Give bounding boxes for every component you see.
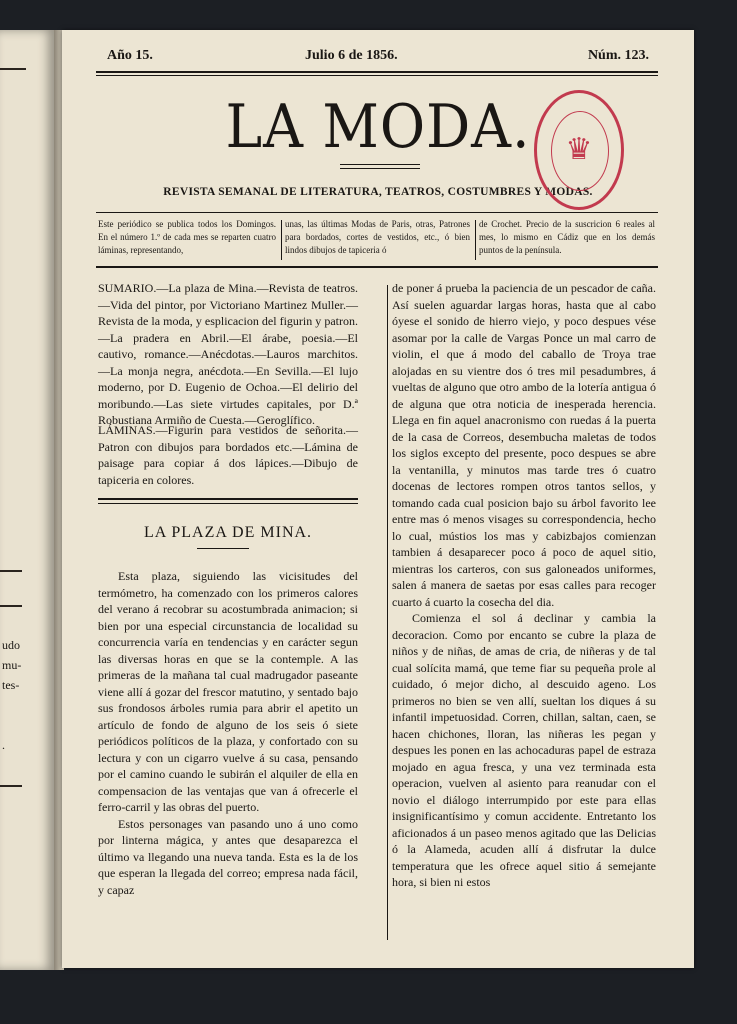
previous-page-edge [0, 30, 54, 970]
sumario [98, 280, 358, 429]
title-ornament [197, 548, 249, 549]
issue-number: Núm. 123. [587, 48, 649, 63]
laminas-text: LÁMINAS.—Figurin para vestidos de señorita.—Patron con dibujos para bordados etc.—Lámina de paisage para copiar á dos lápices.—Dibujo de tapiceria en colores. [98, 423, 358, 487]
masthead-ornament [340, 164, 420, 169]
section-divider [98, 498, 358, 504]
intro-bottom-rule [96, 266, 658, 268]
intro-text-2: unas, las últimas Modas de Paris, otras, Patrones para bordados, cortes de vestidos, etc., ó bien lindos dibujos de tapiceria ó [285, 219, 470, 255]
issue-year: Año 15. [107, 48, 153, 63]
intro-separator [281, 220, 282, 260]
prev-page-fragment: udo [2, 638, 20, 652]
laminas [98, 422, 358, 488]
library-stamp [534, 90, 624, 210]
paragraph: Esta plaza, siguiendo las vicisitudes del termómetro, ha comenzado con los primeros calores del verano á recobrar su acostumbrada animacion; si bien por una especial circunstancia de localidad su concurrencia varía en tendencias y en carácter segun las diversas horas en que se la contemple. A las primeras de la mañana tal cual madrugador paseante viene allí á gozar del frescor matutino, y sentado bajo sus frondosos árboles rumia para abrir el apetito un artículo de fondo de alguno de los seis ó siete periódicos políticos de la plaza, y confortado con su lectura y con un cigarro vuelve á su casa, pensando por el camino cuando le subirán el alquiler de ella en compensacion de las ventajas que van á ofrecerle el ferro-carril y las obras del puerto. [98, 569, 358, 814]
prev-page-rule [0, 570, 22, 572]
prev-page-fragment: mu- [2, 658, 22, 672]
left-column-body [98, 568, 358, 898]
intro-top-rule [96, 212, 658, 213]
masthead-title: LA MODA. [225, 92, 531, 162]
newspaper-page [62, 30, 694, 968]
paragraph: Comienza el sol á declinar y cambia la decoracion. Como por encanto se cubre la plaza de niños y de niñas, de amas de cria, de niñeras y de tal cual solícita mamá, que teme fiar su pequeña prole al cuidado, ó mejor dicho, al descuido ageno. Los primeros no bien se ven allí, sueltan los diques á su infantil impetuosidad. Corren, chillan, saltan, caen, se hacen chichones, lloran, las niñeras les pegan y despues les ponen en las achocaduras papel de estraza mojado en agua fresca, y una vez terminada esta operacion, vuelven al asiento para reanudar con el novio el diálogo interrumpido por este para ellas insignificantísimo y comun accidente. Entretanto los aficionados á un paseo menos agitado que las Delicias ó la Alameda, acuden allí á disfrutar la dulce temperatura que les ofrece aquel sitio á semejante hora, si bien ni estos [392, 611, 656, 889]
crest-icon: ♛ [565, 133, 593, 166]
issue-date: Julio 6 de 1856. [305, 48, 398, 63]
intro-separator [475, 220, 476, 260]
prev-page-rule [0, 68, 26, 70]
article-title: LA PLAZA DE MINA. [143, 524, 313, 541]
header-rule [96, 71, 658, 73]
prev-page-fragment: . [2, 738, 5, 752]
intro-text-3: de Crochet. Precio de la suscricion 6 reales al mes, lo mismo en Cádiz que en los demás puntos de la península. [479, 219, 655, 255]
column-divider [387, 285, 388, 940]
issue-header [107, 48, 649, 70]
prev-page-fragment: tes- [2, 678, 20, 692]
header-rule-thin [96, 75, 658, 76]
masthead-subtitle: REVISTA SEMANAL DE LITERATURA, TEATROS, COSTUMBRES Y MODAS. [163, 186, 593, 198]
right-column-body [392, 280, 656, 891]
sumario-text: SUMARIO.—La plaza de Mina.—Revista de teatros.—Vida del pintor, por Victoriano Martinez Muller.—Revista de la moda, y esplicacion del figurin y patron.—La pradera en Abril.—El árabe, poesia.—El cautivo, romance.—Anécdotas.—Lauros marchitos.—La monja negra, anécdota.—En Sevilla.—El lujo moderno, por D. Eugenio de Ochoa.—El delirio del moribundo.—Las siete virtudes capitales, por D.ª Robustiana Armiño de Cuesta.—Geroglífico. [98, 281, 358, 427]
prev-page-rule [0, 785, 22, 787]
paragraph: de poner á prueba la paciencia de un pescador de caña. Así suelen aguardar largas horas, hasta que al cabo óyese el sonido de hierro viejo, y poco despues vése asomar por la calle de Vargas Ponce un mal carro de violin, el que á modo del caballo de Troya trae alojadas en su vientre dos ó tres mil pesadumbres, á vueltas de alguno que otro ambo de la lotería antigua ó de alguna que otra noticia de inesperada herencia. Llega en fin aquel anacronismo con ruedas á la puerta de la casa de Correos, desembucha maletas de todos los siglos excepto del presente, poco despues se abre la ventanilla, y minutos mas tarde tres ó cuatro docenas de lectores rompen otros tantos sellos, y tomando cada cual posicion bajo su árbol favorito lee entre mas ó menos visages su correspondencia, hecho lo cual, mústios los mas y cabizbajos comienzan tambien á desaparecer poco á poco de aquel sitio, mientras los carteros, con sus galoneados uniformes, salen á manera de saetas por esas calles para recoger cuarto á cuarto la cosecha del dia. [392, 281, 656, 609]
prev-page-rule [0, 605, 22, 607]
intro-text-1: Este periódico se publica todos los Domingos. En el número 1.º de cada mes se reparten cuatro láminas, representando, [98, 219, 276, 255]
paragraph: Estos personages van pasando uno á uno como por linterna mágica, y antes que desaparezca el último va llegando una nueva tanda. Esta es la de los que esperan la llegada del correo; empresa nada fácil, y capaz [98, 816, 358, 897]
